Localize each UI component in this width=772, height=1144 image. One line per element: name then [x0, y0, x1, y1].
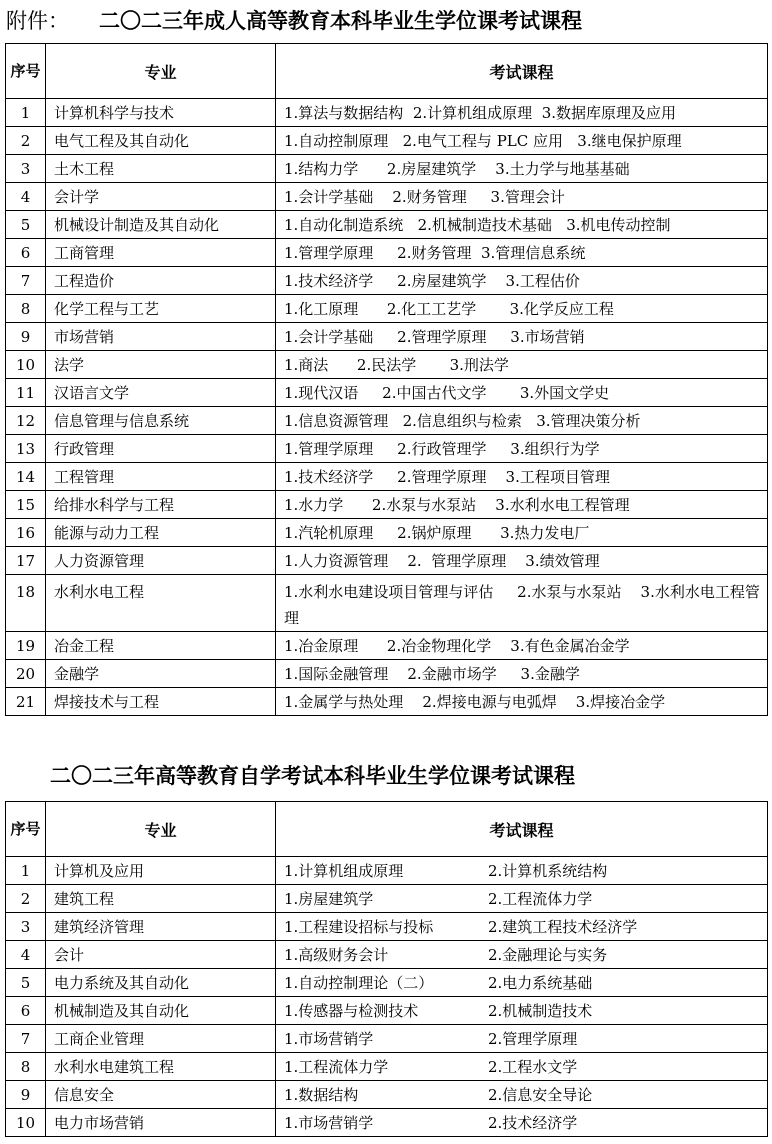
course-list: 1.会计学基础 2.财务管理 3.管理会计 — [276, 183, 768, 211]
table-row — [6, 435, 768, 463]
major-name: 化学工程与工艺 — [46, 295, 276, 323]
course-1: 1.市场营销学 — [284, 1030, 374, 1048]
page-title: 二〇二三年成人高等教育本科毕业生学位课考试课程 — [99, 9, 582, 33]
major-name: 信息管理与信息系统 — [46, 407, 276, 435]
table-row — [6, 575, 768, 632]
course-2: 2.金融理论与实务 — [488, 946, 608, 964]
row-number: 5 — [6, 211, 46, 239]
document-header — [6, 2, 772, 38]
course-list: 1.水利水电建设项目管理与评估 2.水泵与水泵站 3.水利水电工程管理 — [276, 575, 768, 632]
major-name: 能源与动力工程 — [46, 519, 276, 547]
course-list — [276, 1025, 768, 1053]
table-row — [6, 857, 768, 885]
major-name: 会计 — [46, 941, 276, 969]
table-row — [6, 913, 768, 941]
column-header-courses: 考试课程 — [276, 802, 768, 857]
course-2: 2.计算机系统结构 — [488, 862, 608, 880]
row-number: 1 — [6, 99, 46, 127]
major-name: 电力系统及其自动化 — [46, 969, 276, 997]
adult-education-course-table — [5, 43, 768, 716]
table-row — [6, 519, 768, 547]
table-row — [6, 239, 768, 267]
course-list: 1.管理学原理 2.行政管理学 3.组织行为学 — [276, 435, 768, 463]
major-name: 机械制造及其自动化 — [46, 997, 276, 1025]
course-2: 2.工程流体力学 — [488, 890, 593, 908]
section-title: 二〇二三年高等教育自学考试本科毕业生学位课考试课程 — [50, 764, 575, 788]
course-list: 1.技术经济学 2.房屋建筑学 3.工程估价 — [276, 267, 768, 295]
row-number: 8 — [6, 1053, 46, 1081]
table-row — [6, 379, 768, 407]
row-number: 11 — [6, 379, 46, 407]
row-number: 14 — [6, 463, 46, 491]
table-row — [6, 323, 768, 351]
major-name: 电气工程及其自动化 — [46, 127, 276, 155]
course-list — [276, 857, 768, 885]
course-list: 1.自动控制原理 2.电气工程与 PLC 应用 3.继电保护原理 — [276, 127, 768, 155]
course-list: 1.金属学与热处理 2.焊接电源与电弧焊 3.焊接冶金学 — [276, 688, 768, 716]
table-row — [6, 1025, 768, 1053]
major-name: 工商管理 — [46, 239, 276, 267]
course-list: 1.商法 2.民法学 3.刑法学 — [276, 351, 768, 379]
major-name: 金融学 — [46, 660, 276, 688]
course-list — [276, 941, 768, 969]
major-name: 给排水科学与工程 — [46, 491, 276, 519]
table-row — [6, 407, 768, 435]
row-number: 12 — [6, 407, 46, 435]
course-list: 1.算法与数据结构 2.计算机组成原理 3.数据库原理及应用 — [276, 99, 768, 127]
table-row — [6, 211, 768, 239]
table-row — [6, 997, 768, 1025]
course-list: 1.自动化制造系统 2.机械制造技术基础 3.机电传动控制 — [276, 211, 768, 239]
course-2: 2.管理学原理 — [488, 1030, 578, 1048]
major-name: 建筑工程 — [46, 885, 276, 913]
row-number: 10 — [6, 351, 46, 379]
table-row — [6, 183, 768, 211]
column-header-major: 专业 — [46, 44, 276, 99]
table-row — [6, 491, 768, 519]
row-number: 4 — [6, 183, 46, 211]
row-number: 20 — [6, 660, 46, 688]
table-row — [6, 1081, 768, 1109]
table-row — [6, 941, 768, 969]
course-list: 1.会计学基础 2.管理学原理 3.市场营销 — [276, 323, 768, 351]
course-list — [276, 1109, 768, 1137]
course-1: 1.工程建设招标与投标 — [284, 918, 434, 936]
course-list: 1.水力学 2.水泵与水泵站 3.水利水电工程管理 — [276, 491, 768, 519]
course-2: 2.信息安全导论 — [488, 1086, 593, 1104]
self-study-course-table — [5, 801, 768, 1137]
course-list — [276, 969, 768, 997]
row-number: 1 — [6, 857, 46, 885]
table-row — [6, 969, 768, 997]
row-number: 5 — [6, 969, 46, 997]
major-name: 水利水电建筑工程 — [46, 1053, 276, 1081]
table-row — [6, 885, 768, 913]
table-header-row — [6, 802, 768, 857]
major-name: 市场营销 — [46, 323, 276, 351]
row-number: 8 — [6, 295, 46, 323]
course-list: 1.国际金融管理 2.金融市场学 3.金融学 — [276, 660, 768, 688]
course-1: 1.高级财务会计 — [284, 946, 389, 964]
table-row — [6, 1053, 768, 1081]
course-2: 2.机械制造技术 — [488, 1002, 593, 1020]
major-name: 计算机及应用 — [46, 857, 276, 885]
column-header-no: 序号 — [6, 44, 46, 99]
course-1: 1.数据结构 — [284, 1086, 359, 1104]
course-list: 1.管理学原理 2.财务管理 3.管理信息系统 — [276, 239, 768, 267]
row-number: 17 — [6, 547, 46, 575]
course-list — [276, 997, 768, 1025]
course-list: 1.汽轮机原理 2.锅炉原理 3.热力发电厂 — [276, 519, 768, 547]
major-name: 冶金工程 — [46, 632, 276, 660]
course-list: 1.化工原理 2.化工工艺学 3.化学反应工程 — [276, 295, 768, 323]
table-row — [6, 127, 768, 155]
course-1: 1.自动控制理论（二） — [284, 974, 434, 992]
major-name: 建筑经济管理 — [46, 913, 276, 941]
row-number: 6 — [6, 997, 46, 1025]
course-list: 1.人力资源管理 2. 管理学原理 3.绩效管理 — [276, 547, 768, 575]
major-name: 汉语言文学 — [46, 379, 276, 407]
table-row — [6, 351, 768, 379]
major-name: 计算机科学与技术 — [46, 99, 276, 127]
column-header-major: 专业 — [46, 802, 276, 857]
major-name: 机械设计制造及其自动化 — [46, 211, 276, 239]
course-list: 1.现代汉语 2.中国古代文学 3.外国文学史 — [276, 379, 768, 407]
major-name: 法学 — [46, 351, 276, 379]
table-row — [6, 1109, 768, 1137]
course-1: 1.房屋建筑学 — [284, 890, 374, 908]
course-list: 1.结构力学 2.房屋建筑学 3.土力学与地基基础 — [276, 155, 768, 183]
row-number: 21 — [6, 688, 46, 716]
table-row — [6, 660, 768, 688]
row-number: 15 — [6, 491, 46, 519]
major-name: 会计学 — [46, 183, 276, 211]
course-list: 1.信息资源管理 2.信息组织与检索 3.管理决策分析 — [276, 407, 768, 435]
row-number: 6 — [6, 239, 46, 267]
major-name: 人力资源管理 — [46, 547, 276, 575]
major-name: 土木工程 — [46, 155, 276, 183]
major-name: 水利水电工程 — [46, 575, 276, 632]
course-2: 2.建筑工程技术经济学 — [488, 918, 638, 936]
row-number: 3 — [6, 913, 46, 941]
major-name: 电力市场营销 — [46, 1109, 276, 1137]
table-row — [6, 267, 768, 295]
table-row — [6, 295, 768, 323]
row-number: 9 — [6, 323, 46, 351]
row-number: 7 — [6, 267, 46, 295]
row-number: 2 — [6, 127, 46, 155]
course-1: 1.计算机组成原理 — [284, 862, 404, 880]
table-row — [6, 632, 768, 660]
major-name: 工商企业管理 — [46, 1025, 276, 1053]
row-number: 10 — [6, 1109, 46, 1137]
course-list — [276, 1053, 768, 1081]
major-name: 工程造价 — [46, 267, 276, 295]
column-header-courses: 考试课程 — [276, 44, 768, 99]
major-name: 焊接技术与工程 — [46, 688, 276, 716]
table-row — [6, 688, 768, 716]
course-list — [276, 913, 768, 941]
course-list: 1.冶金原理 2.冶金物理化学 3.有色金属冶金学 — [276, 632, 768, 660]
table-row — [6, 463, 768, 491]
table-row — [6, 99, 768, 127]
major-name: 行政管理 — [46, 435, 276, 463]
course-1: 1.市场营销学 — [284, 1114, 374, 1132]
attachment-label: 附件： — [6, 9, 69, 33]
course-2: 2.电力系统基础 — [488, 974, 593, 992]
course-list — [276, 885, 768, 913]
major-name: 工程管理 — [46, 463, 276, 491]
row-number: 9 — [6, 1081, 46, 1109]
row-number: 7 — [6, 1025, 46, 1053]
course-1: 1.传感器与检测技术 — [284, 1002, 419, 1020]
table-header-row — [6, 44, 768, 99]
column-header-no: 序号 — [6, 802, 46, 857]
row-number: 19 — [6, 632, 46, 660]
table-row — [6, 547, 768, 575]
row-number: 2 — [6, 885, 46, 913]
row-number: 3 — [6, 155, 46, 183]
course-2: 2.技术经济学 — [488, 1114, 578, 1132]
row-number: 18 — [6, 575, 46, 632]
course-list — [276, 1081, 768, 1109]
table-row — [6, 155, 768, 183]
row-number: 4 — [6, 941, 46, 969]
row-number: 16 — [6, 519, 46, 547]
course-2: 2.工程水文学 — [488, 1058, 578, 1076]
row-number: 13 — [6, 435, 46, 463]
course-list: 1.技术经济学 2.管理学原理 3.工程项目管理 — [276, 463, 768, 491]
course-1: 1.工程流体力学 — [284, 1058, 389, 1076]
major-name: 信息安全 — [46, 1081, 276, 1109]
